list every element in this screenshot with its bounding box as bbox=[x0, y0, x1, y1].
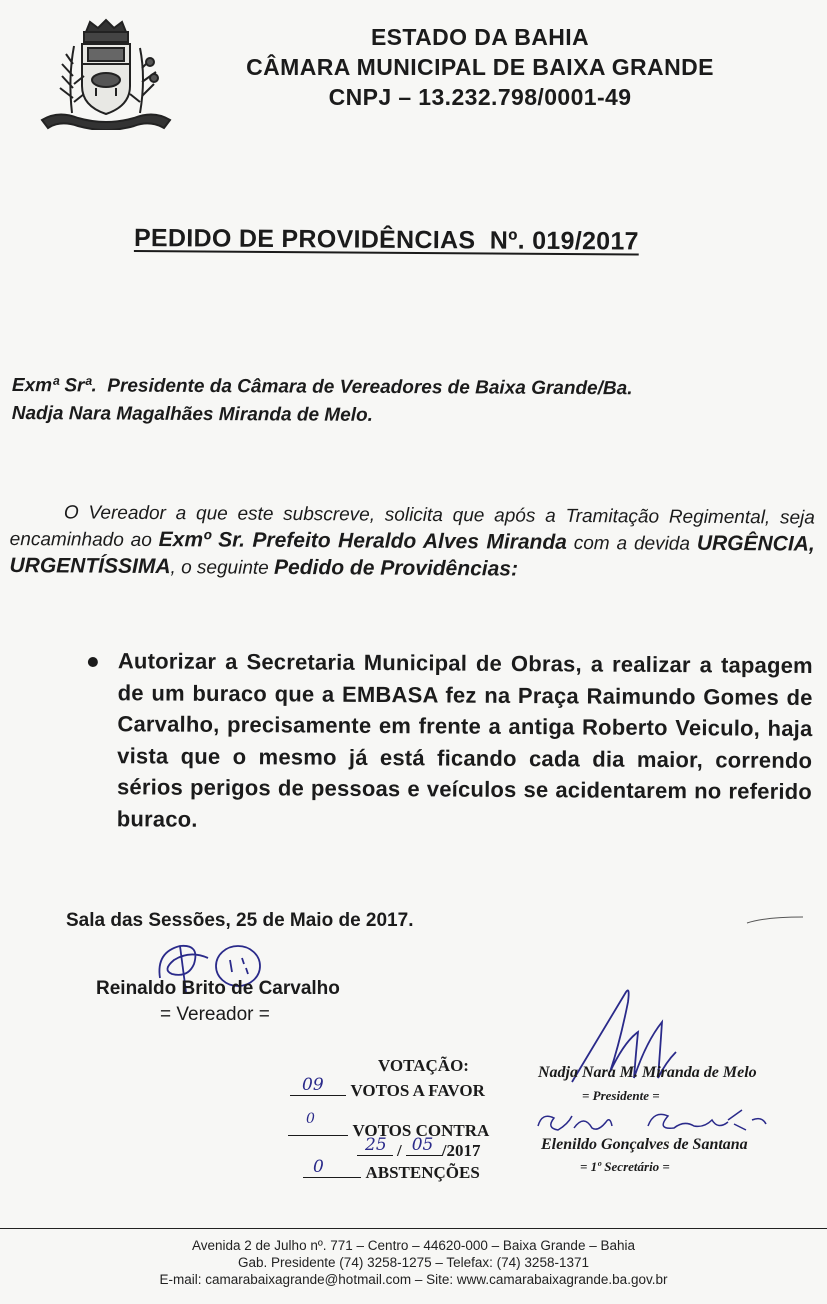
intro-recipient: Exmº Sr. Prefeito Heraldo Alves Miranda bbox=[158, 528, 567, 554]
header-cnpj: CNPJ – 13.232.798/0001-49 bbox=[328, 84, 632, 110]
addressee-line-1: Exmª Srª. Presidente da Câmara de Vereadores de Baixa Grande/Ba. bbox=[11, 374, 633, 400]
voting-date-year: /2017 bbox=[441, 1141, 481, 1160]
votes-abst-blank bbox=[303, 1155, 361, 1178]
voting-date-month: 05 bbox=[411, 1135, 434, 1155]
bullet-icon bbox=[88, 657, 98, 667]
secretary-name: Elenildo Gonçalves de Santana bbox=[541, 1136, 748, 1153]
intro-urgency: URGÊNCIA, URGENTÍSSIMA bbox=[9, 531, 815, 579]
addressee-line-2: Nadja Nara Magalhães Miranda de Melo. bbox=[11, 402, 373, 426]
secretary-role: = 1º Secretário = bbox=[580, 1159, 670, 1174]
intro-text-3: , o seguinte bbox=[170, 557, 275, 579]
votes-contra-blank bbox=[288, 1113, 348, 1136]
footer bbox=[0, 1228, 827, 1288]
header-state: ESTADO DA BAHIA bbox=[370, 24, 590, 50]
header-chamber: CÂMARA MUNICIPAL DE BAIXA GRANDE bbox=[246, 54, 714, 80]
voting-heading: VOTAÇÃO: bbox=[378, 1056, 469, 1075]
voting-date-month-blank bbox=[406, 1135, 442, 1156]
pen-stroke-icon bbox=[745, 912, 805, 922]
footer-address: Avenida 2 de Julho nº. 771 – Centro – 44620-000 – Baixa Grande – Bahia bbox=[191, 1238, 635, 1253]
president-name: Nadja Nara M. Miranda de Melo bbox=[538, 1064, 757, 1081]
addressee-block bbox=[12, 372, 812, 432]
votes-favor-blank bbox=[290, 1073, 346, 1096]
secretary-signature-icon bbox=[528, 1106, 778, 1140]
request-text: Autorizar a Secretaria Municipal de Obras, a realizar a tapagem de um buraco que a EMBASA fez na Praça Raimundo Gomes de Carvalho, precisamente em frente a antiga Roberto Veiculo, haja vista que o mesmo já está ficando cada dia maior, correndo sérios perigos de pessoas e veículos se acidentarem no referido buraco. bbox=[116, 648, 813, 832]
intro-text-1: O Vereador a que este subscreve, solicita que após a Tramitação Regimental, seja encaminhado ao bbox=[9, 502, 815, 552]
votes-contra-label: VOTOS CONTRA bbox=[352, 1121, 490, 1140]
voting-date-day-blank bbox=[357, 1135, 393, 1156]
councilor-name: Reinaldo Brito de Carvalho bbox=[96, 978, 340, 999]
votes-abst-label: ABSTENÇÕES bbox=[365, 1163, 480, 1182]
footer-phones: Gab. Presidente (74) 3258-1275 – Telefax: (74) 3258-1371 bbox=[238, 1255, 589, 1270]
votes-favor-count: 09 bbox=[302, 1075, 324, 1095]
votes-contra-count: 0 bbox=[306, 1111, 315, 1127]
votes-favor-row bbox=[290, 1073, 485, 1101]
document-title: PEDIDO DE PROVIDÊNCIAS Nº. 019/2017 bbox=[133, 224, 639, 256]
votes-abst-count: 0 bbox=[313, 1157, 324, 1177]
voting-date-separator: / bbox=[397, 1141, 402, 1160]
intro-paragraph bbox=[9, 500, 815, 586]
votes-abst-row bbox=[303, 1155, 480, 1183]
intro-closing: Pedido de Providências: bbox=[274, 555, 519, 581]
place-date: Sala das Sessões, 25 de Maio de 2017. bbox=[66, 910, 414, 931]
voting-date-day: 25 bbox=[365, 1135, 387, 1155]
request-item bbox=[87, 645, 813, 839]
footer-contact: E-mail: camarabaixagrande@hotmail.com – Site: www.camarabaixagrande.ba.gov.br bbox=[159, 1272, 668, 1287]
votes-favor-label: VOTOS A FAVOR bbox=[350, 1081, 485, 1100]
president-role: = Presidente = bbox=[582, 1088, 660, 1103]
intro-text-2: com a devida bbox=[566, 532, 697, 555]
councilor-role: = Vereador = bbox=[160, 1004, 270, 1025]
letterhead bbox=[180, 22, 780, 112]
municipal-coat-of-arms-icon bbox=[38, 18, 174, 130]
